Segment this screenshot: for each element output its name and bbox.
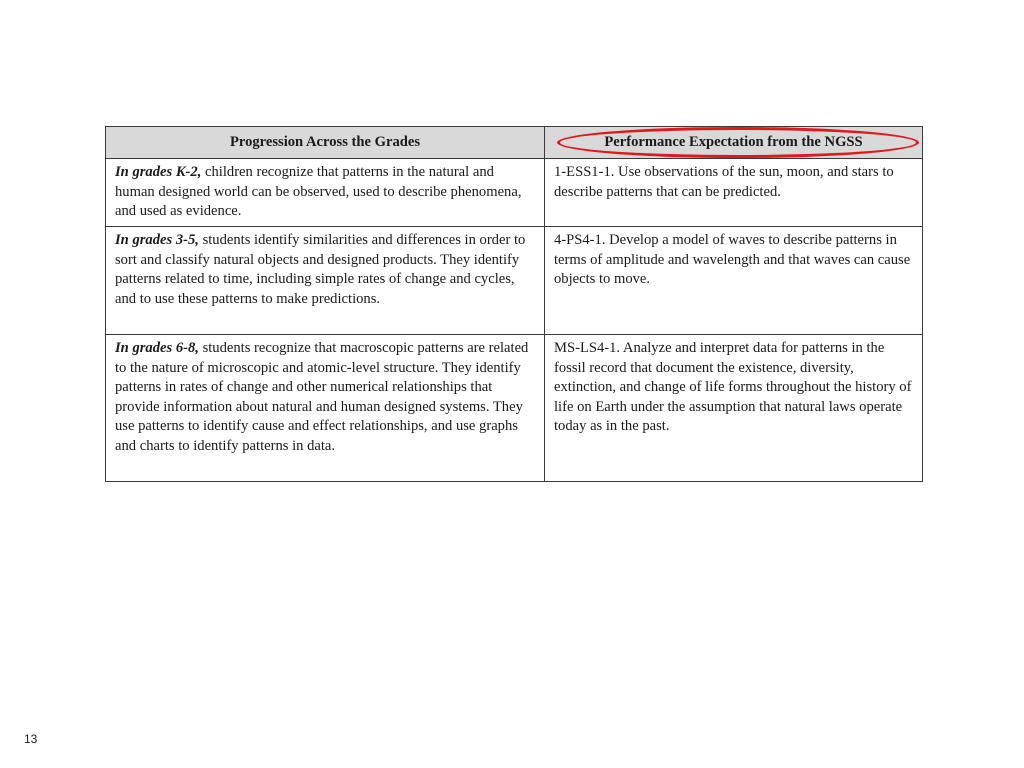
- performance-cell: 4-PS4-1. Develop a model of waves to describe patterns in terms of amplitude and wavelength and that waves can cause objects to move.: [545, 227, 923, 335]
- header-performance-expectation: Performance Expectation from the NGSS: [545, 127, 923, 159]
- table-row: [106, 227, 923, 335]
- performance-cell: 1-ESS1-1. Use observations of the sun, moon, and stars to describe patterns that can be predicted.: [545, 159, 923, 227]
- performance-cell: MS-LS4-1. Analyze and interpret data for patterns in the fossil record that document the existence, diversity, extinction, and change of life forms throughout the history of life on Earth under the assumption that natural laws operate today as in the past.: [545, 335, 923, 482]
- grade-band-label: In grades K-2,: [115, 164, 202, 180]
- progression-cell: [106, 335, 545, 482]
- table-header-row: [106, 127, 923, 159]
- progression-text: students recognize that macroscopic patterns are related to the nature of microscopic and atomic-level structure. They identify patterns in rates of change and other numerical relationships that provide information about natural and human designed systems. They use patterns to identify cause and effect relationships, and use graphs and charts to identify patterns in data.: [115, 340, 529, 454]
- progression-table: [105, 126, 923, 482]
- table-row: [106, 159, 923, 227]
- progression-cell: [106, 159, 545, 227]
- table-row: [106, 335, 923, 482]
- page-number: 13: [24, 732, 38, 746]
- progression-text: students identify similarities and differences in order to sort and classify natural objects and designed products. They identify patterns related to time, including simple rates of change and cycles, and to use these patterns to make predictions.: [115, 232, 526, 307]
- grade-band-label: In grades 3-5,: [115, 232, 199, 248]
- header-progression: Progression Across the Grades: [106, 127, 545, 159]
- grade-band-label: In grades 6-8,: [115, 340, 199, 356]
- progression-text: children recognize that patterns in the natural and human designed world can be observed, used to describe phenomena, and used as evidence.: [115, 164, 522, 220]
- progression-cell: [106, 227, 545, 335]
